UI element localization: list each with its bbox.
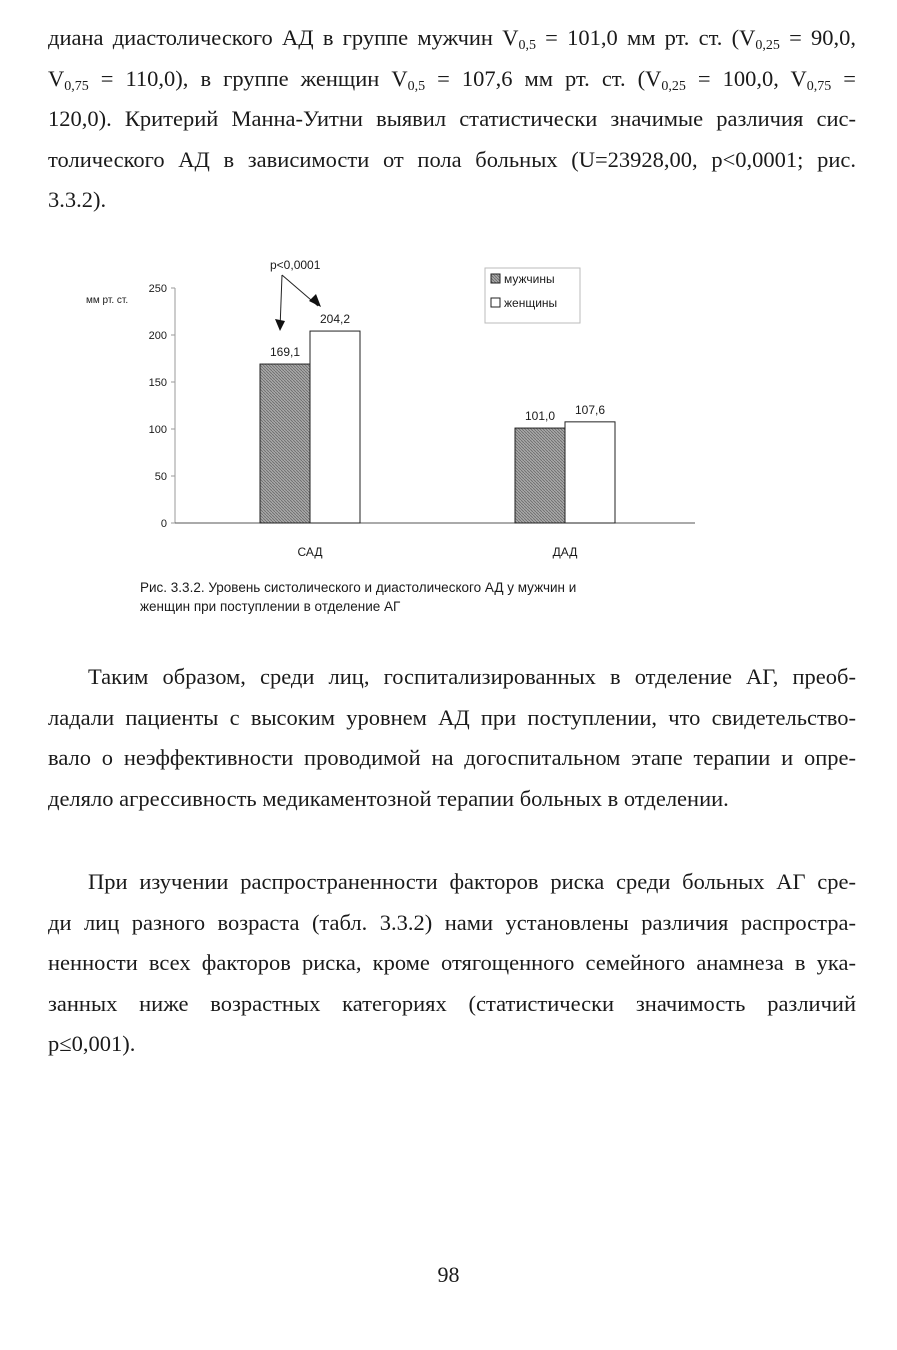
text-line: ладали пациенты с высоким уровнем АД при поступлении, что свидетельство- <box>48 704 856 730</box>
text-line: При изучении распространенности факторов риска среди больных АГ сре- <box>88 869 856 894</box>
figure-bar-chart <box>80 245 720 570</box>
y-tick-label: 250 <box>148 283 167 295</box>
y-tick-label: 150 <box>148 377 167 389</box>
paragraph-2 <box>48 657 856 819</box>
chart-svg <box>80 245 720 565</box>
y-tick-label: 200 <box>148 330 167 342</box>
text-line: p≤0,001). <box>48 1031 136 1056</box>
x-tick-label: САД <box>297 545 323 559</box>
text-line: Таким образом, среди лиц, госпитализированных в отделение АГ, преоб- <box>88 664 856 689</box>
bar-мужчины <box>515 428 565 523</box>
bar-женщины <box>565 422 615 523</box>
text-line: 3.3.2). <box>48 187 107 212</box>
y-tick-label: 0 <box>160 518 167 530</box>
text-line: вало о неэффективности проводимой на догоспитальном этапе терапии и опре- <box>48 745 856 770</box>
caption-line: Рис. 3.3.2. Уровень систолического и диастолического АД у мужчин и <box>140 580 577 595</box>
text-line: толического АД в зависимости от пола больных (U=23928,00, p<0,0001; рис. <box>48 146 856 172</box>
legend-swatch <box>491 298 500 307</box>
y-tick-label: 100 <box>148 424 167 436</box>
y-tick-label: 50 <box>154 471 167 483</box>
x-tick-label: ДАД <box>552 545 578 559</box>
legend-label: мужчины <box>504 272 555 286</box>
text-line: $V_{0,75} = 110,0$), в группе женщин $V_{0,5} = 107,6$ мм рт. ст. ($V_{0,25} = 100,0$, $V_{0,75}$ = <box>48 65 856 94</box>
annotation-arrowhead <box>275 319 285 331</box>
annotation-arrowhead <box>309 294 321 307</box>
data-label: 101,0 <box>524 409 556 424</box>
data-label: 169,1 <box>269 345 301 360</box>
figure-caption <box>140 578 740 616</box>
data-label: 204,2 <box>319 312 351 327</box>
annotation-p-value: p<0,0001 <box>270 258 321 272</box>
text-line: ди лиц разного возраста (табл. 3.3.2) нами установлены различия распростра- <box>48 909 856 935</box>
legend-swatch <box>491 274 500 283</box>
paragraph-3 <box>48 862 856 1065</box>
bar-мужчины <box>260 364 310 523</box>
text-line: ненности всех факторов риска, кроме отягощенного семейного анамнеза в ука- <box>48 950 856 975</box>
caption-line: женщин при поступлении в отделение АГ <box>140 599 401 614</box>
legend-label: женщины <box>504 296 558 310</box>
y-axis-label: мм рт. ст. <box>86 295 129 306</box>
text-line: 120,0). Критерий Манна-Уитни выявил статистически значимые различия сис- <box>48 106 856 131</box>
bar-женщины <box>310 331 360 523</box>
text-line: занных ниже возрастных категориях (статистически значимость различий <box>48 990 856 1016</box>
text-line: диана диастолического АД в группе мужчин $V_{0,5} = 101,0$ мм рт. ст. ($V_{0,25} = 90,0$, <box>48 25 856 53</box>
data-label: 107,6 <box>574 402 606 417</box>
page-number: 98 <box>437 1262 460 1287</box>
text-line: деляло агрессивность медикаментозной терапии больных в отделении. <box>48 785 729 811</box>
paragraph-1 <box>48 18 856 221</box>
